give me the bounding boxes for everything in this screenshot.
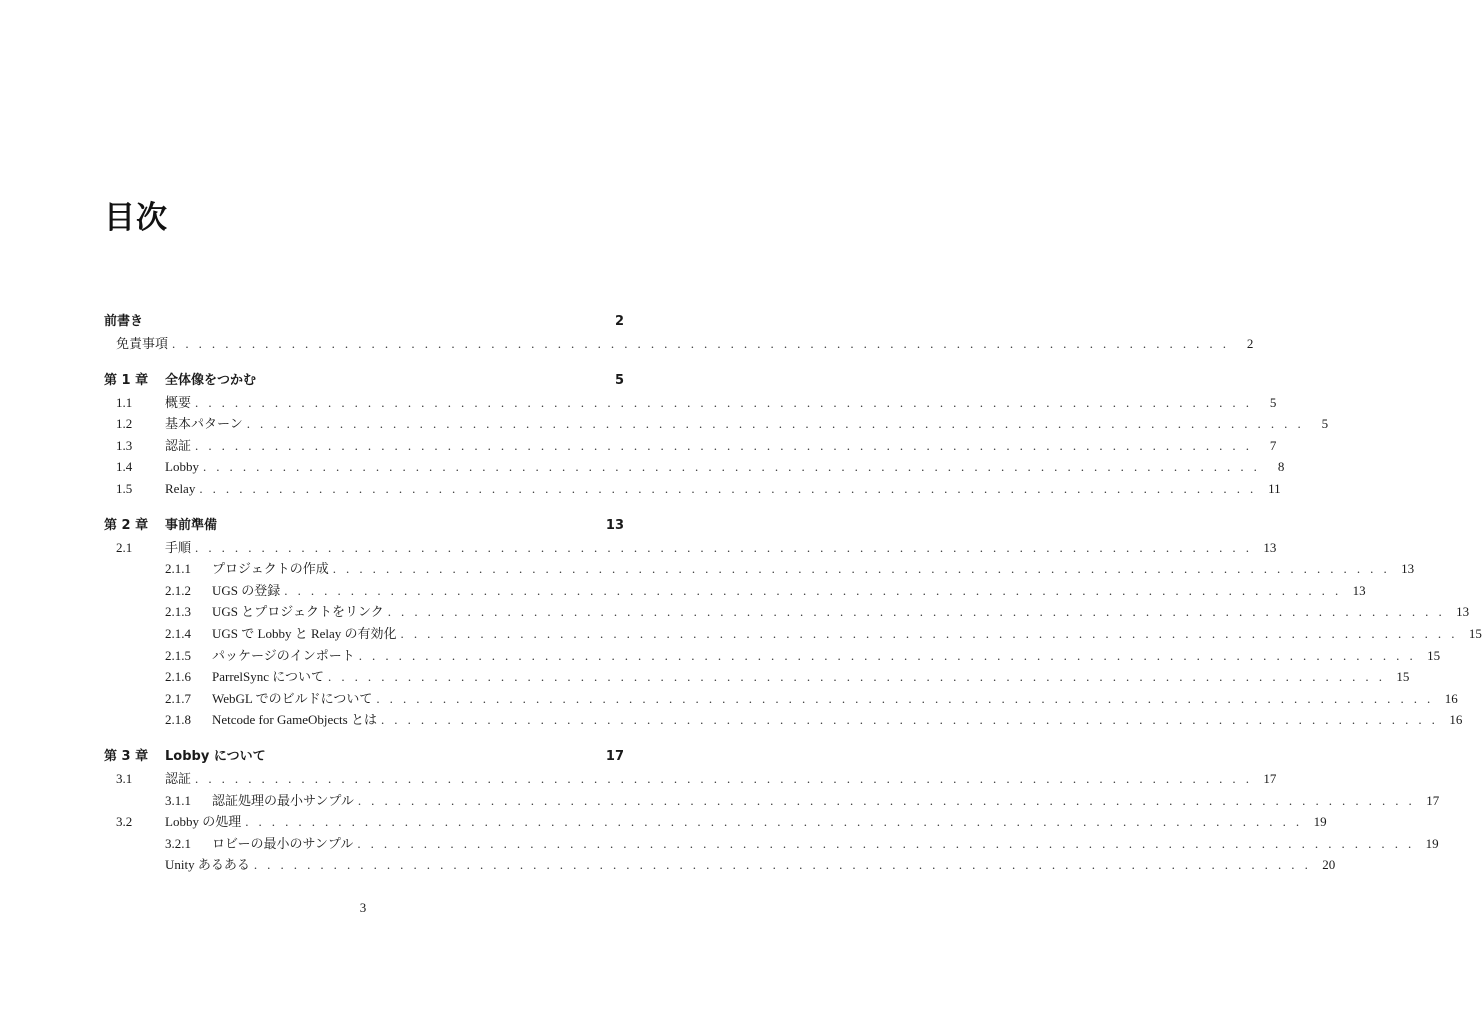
- toc-entry-number: 1.5: [116, 480, 133, 496]
- toc-entry-page: 11: [1268, 480, 1281, 496]
- dot-leader: . . . . . . . . . . . . . . . . . . . . . . . . . . . . . . . . . . . . . . . . . . . . . . . . . . . . . . . . . . . . . . . . . . . . . . . . . . . . . . . .: [246, 416, 1305, 432]
- toc-entry-title: プロジェクトの作成: [212, 561, 329, 577]
- toc-entry-number: 1.1: [116, 394, 133, 410]
- dot-leader: . . . . . . . . . . . . . . . . . . . . . . . . . . . . . . . . . . . . . . . . . . . . . . . . . . . . . . . . . . . . . . . . . . . . . . . . . . . . . . . .: [387, 604, 1446, 620]
- toc-entry-page: 17: [1426, 792, 1440, 808]
- toc-entry-title: Lobby について: [165, 748, 266, 764]
- toc-entry-number: 第 1 章: [104, 372, 149, 388]
- toc-entry[interactable]: [104, 688, 1458, 710]
- toc-entry[interactable]: [104, 537, 1277, 559]
- toc-entry[interactable]: [104, 580, 1366, 602]
- toc-entry[interactable]: [104, 811, 1327, 833]
- dot-leader: . . . . . . . . . . . . . . . . . . . . . . . . . . . . . . . . . . . . . . . . . . . . . . . . . . . . . . . . . . . . . . . . . . . . . . . . . . . . . . . .: [195, 437, 1253, 453]
- page-number: 3: [359, 900, 367, 915]
- toc-entry[interactable]: [104, 790, 1440, 812]
- toc-entry-number: 第 2 章: [104, 517, 149, 533]
- dot-leader: . . . . . . . . . . . . . . . . . . . . . . . . . . . . . . . . . . . . . . . . . . . . . . . . . . . . . . . . . . . . . . . . . . . . . . . . . . . . . . . .: [380, 712, 1439, 728]
- dot-leader: . . . . . . . . . . . . . . . . . . . . . . . . . . . . . . . . . . . . . . . . . . . . . . . . . . . . . . . . . . . . . . . . . . . . . . . . . . . . . . . .: [332, 561, 1391, 577]
- toc-entry[interactable]: [104, 514, 624, 537]
- toc-entry[interactable]: [104, 623, 1482, 645]
- toc-entry[interactable]: [104, 833, 1439, 855]
- toc-entry-number: 3.2.1: [165, 835, 191, 851]
- toc-entry-page: 20: [1322, 857, 1336, 873]
- toc-entry-title: Netcode for GameObjects とは: [212, 712, 377, 728]
- dot-leader: . . . . . . . . . . . . . . . . . . . . . . . . . . . . . . . . . . . . . . . . . . . . . . . . . . . . . . . . . . . . . . . . . . . . . . . . . . . . . . . .: [195, 539, 1253, 555]
- toc-entry-page: 5: [1269, 394, 1277, 410]
- dot-leader: . . . . . . . . . . . . . . . . . . . . . . . . . . . . . . . . . . . . . . . . . . . . . . . . . . . . . . . . . . . . . . . . . . . . . . . . . . . . . . . .: [357, 835, 1415, 851]
- toc-entry-title: Lobby: [165, 459, 199, 475]
- dot-leader: . . . . . . . . . . . . . . . . . . . . . . . . . . . . . . . . . . . . . . . . . . . . . . . . . . . . . . . . . . . . . . . . . . . . . . . . . . . . . . . .: [253, 857, 1312, 873]
- toc-entry-page: 13: [1263, 539, 1277, 555]
- toc-entry-number: 1.4: [116, 459, 133, 475]
- toc-entry-page: 16: [1449, 712, 1463, 728]
- toc-entry[interactable]: [104, 709, 1463, 731]
- toc-entry[interactable]: [104, 601, 1470, 623]
- toc-entry-title: WebGL でのビルドについて: [212, 690, 373, 706]
- toc-entry-title: Unity あるある: [165, 857, 250, 873]
- dot-leader: . . . . . . . . . . . . . . . . . . . . . . . . . . . . . . . . . . . . . . . . . . . . . . . . . . . . . . . . . . . . . . . . . . . . . . . . . . . . . . . .: [328, 669, 1386, 685]
- toc-entry-number: 3.2: [116, 814, 133, 830]
- toc-entry-page: 19: [1313, 814, 1327, 830]
- toc-entry-number: 2.1.8: [165, 712, 191, 728]
- toc-entry[interactable]: [104, 478, 1281, 500]
- toc-entry[interactable]: [104, 456, 1285, 478]
- toc-entry[interactable]: [104, 310, 624, 333]
- toc-entry-number: 3.1: [116, 770, 133, 786]
- toc-entry[interactable]: [104, 666, 1410, 688]
- dot-leader: . . . . . . . . . . . . . . . . . . . . . . . . . . . . . . . . . . . . . . . . . . . . . . . . . . . . . . . . . . . . . . . . . . . . . . . . . . . . . . . .: [245, 814, 1303, 830]
- toc-entry-number: 1.2: [116, 416, 133, 432]
- toc-entry[interactable]: [104, 392, 1277, 414]
- toc-entry-number: 2.1.1: [165, 561, 191, 577]
- toc-entry-number: 1.3: [116, 437, 133, 453]
- toc-entry-number: 2.1.4: [165, 625, 191, 641]
- toc-entry-number: 2.1: [116, 539, 133, 555]
- dot-leader: . . . . . . . . . . . . . . . . . . . . . . . . . . . . . . . . . . . . . . . . . . . . . . . . . . . . . . . . . . . . . . . . . . . . . . . . . . . . . . . .: [358, 647, 1417, 663]
- page-title: 目次: [104, 200, 168, 236]
- toc-entry-title: UGS の登録: [212, 582, 281, 598]
- toc-entry-title: UGS で Lobby と Relay の有効化: [212, 625, 397, 641]
- toc-entry-page: 13: [1401, 561, 1415, 577]
- toc-entry-title: 概要: [165, 394, 192, 410]
- toc-entry-number: 2.1.2: [165, 582, 191, 598]
- toc-entry-title: 認証処理の最小サンプル: [212, 792, 354, 808]
- toc-entry-page: 2: [614, 314, 624, 329]
- toc-entry-page: 13: [1352, 582, 1366, 598]
- toc-entry-number: 2.1.3: [165, 604, 191, 620]
- toc-entry-page: 15: [1396, 669, 1410, 685]
- dot-leader: . . . . . . . . . . . . . . . . . . . . . . . . . . . . . . . . . . . . . . . . . . . . . . . . . . . . . . . . . . . . . . . . . . . . . . . . . . . . . . . .: [195, 770, 1253, 786]
- toc-entry-number: [104, 854, 165, 876]
- toc-entry-page: 16: [1444, 690, 1458, 706]
- toc-entry[interactable]: [104, 369, 624, 392]
- toc-entry-number: [104, 333, 116, 355]
- toc-entry[interactable]: [104, 645, 1441, 667]
- toc-entry-title: UGS とプロジェクトをリンク: [212, 604, 384, 620]
- dot-leader: . . . . . . . . . . . . . . . . . . . . . . . . . . . . . . . . . . . . . . . . . . . . . . . . . . . . . . . . . . . . . . . . . . . . . . . . . . . . . . . .: [202, 459, 1261, 475]
- toc-entry-page: 8: [1277, 459, 1285, 475]
- toc-entry-number: 第 3 章: [104, 748, 149, 764]
- toc-entry-number: 2.1.7: [165, 690, 191, 706]
- toc-entry-page: 2: [1246, 336, 1254, 351]
- toc-entry[interactable]: [104, 413, 1329, 435]
- toc-entry[interactable]: [104, 768, 1277, 790]
- toc-entry-page: 13: [605, 517, 624, 533]
- toc-entry-number: 3.1.1: [165, 792, 191, 808]
- toc-entry-page: 7: [1269, 437, 1277, 453]
- dot-leader: . . . . . . . . . . . . . . . . . . . . . . . . . . . . . . . . . . . . . . . . . . . . . . . . . . . . . . . . . . . . . . . . . . . . . . . . . . . . . . . .: [376, 690, 1434, 706]
- toc-entry-title: 認証: [165, 770, 192, 786]
- toc-entry-page: 13: [1456, 604, 1470, 620]
- toc-entry-title: ParrelSync について: [212, 669, 325, 685]
- toc-entry[interactable]: [104, 854, 1336, 876]
- toc-entry-page: 17: [1263, 770, 1277, 786]
- toc-entry-title: パッケージのインポート: [212, 647, 355, 663]
- table-of-contents: [104, 310, 1482, 876]
- dot-leader: . . . . . . . . . . . . . . . . . . . . . . . . . . . . . . . . . . . . . . . . . . . . . . . . . . . . . . . . . . . . . . . . . . . . . . . . . . . . . . . .: [357, 792, 1416, 808]
- toc-entry-title: 手順: [165, 539, 192, 555]
- toc-entry-title: 前書き: [104, 314, 144, 329]
- toc-entry-page: 15: [1468, 625, 1482, 641]
- toc-entry-number: 2.1.6: [165, 669, 191, 685]
- toc-entry[interactable]: [104, 435, 1277, 457]
- toc-entry-title: Relay: [165, 480, 196, 496]
- toc-entry[interactable]: [104, 333, 1254, 355]
- toc-entry-page: 5: [1321, 416, 1329, 432]
- toc-entry-title: 免責事項: [116, 336, 169, 351]
- toc-entry-page: 17: [605, 748, 624, 764]
- toc-entry-title: ロビーの最小のサンプル: [212, 835, 354, 851]
- toc-entry-number: 2.1.5: [165, 647, 191, 663]
- toc-entry-page: 15: [1427, 647, 1441, 663]
- dot-leader: . . . . . . . . . . . . . . . . . . . . . . . . . . . . . . . . . . . . . . . . . . . . . . . . . . . . . . . . . . . . . . . . . . . . . . . . . . . . . . . .: [400, 625, 1458, 641]
- toc-entry-title: Lobby の処理: [165, 814, 242, 830]
- toc-entry-page: 5: [614, 372, 624, 388]
- toc-entry-page: 19: [1425, 835, 1439, 851]
- dot-leader: . . . . . . . . . . . . . . . . . . . . . . . . . . . . . . . . . . . . . . . . . . . . . . . . . . . . . . . . . . . . . . . . . . . . . . . . . . . . . . . .: [195, 394, 1253, 410]
- toc-entry[interactable]: [104, 558, 1415, 580]
- toc-entry-title: 認証: [165, 437, 192, 453]
- toc-entry-title: 基本パターン: [165, 416, 243, 432]
- toc-entry-title: 全体像をつかむ: [165, 372, 257, 388]
- toc-entry[interactable]: [104, 745, 624, 768]
- toc-entry-title: 事前準備: [165, 517, 218, 533]
- dot-leader: . . . . . . . . . . . . . . . . . . . . . . . . . . . . . . . . . . . . . . . . . . . . . . . . . . . . . . . . . . . . . . . . . . . . . . . . . . . . . . . .: [172, 336, 1230, 351]
- dot-leader: . . . . . . . . . . . . . . . . . . . . . . . . . . . . . . . . . . . . . . . . . . . . . . . . . . . . . . . . . . . . . . . . . . . . . . . . . . . . . . . .: [284, 582, 1342, 598]
- dot-leader: . . . . . . . . . . . . . . . . . . . . . . . . . . . . . . . . . . . . . . . . . . . . . . . . . . . . . . . . . . . . . . . . . . . . . . . . . . . . . . . .: [199, 480, 1257, 496]
